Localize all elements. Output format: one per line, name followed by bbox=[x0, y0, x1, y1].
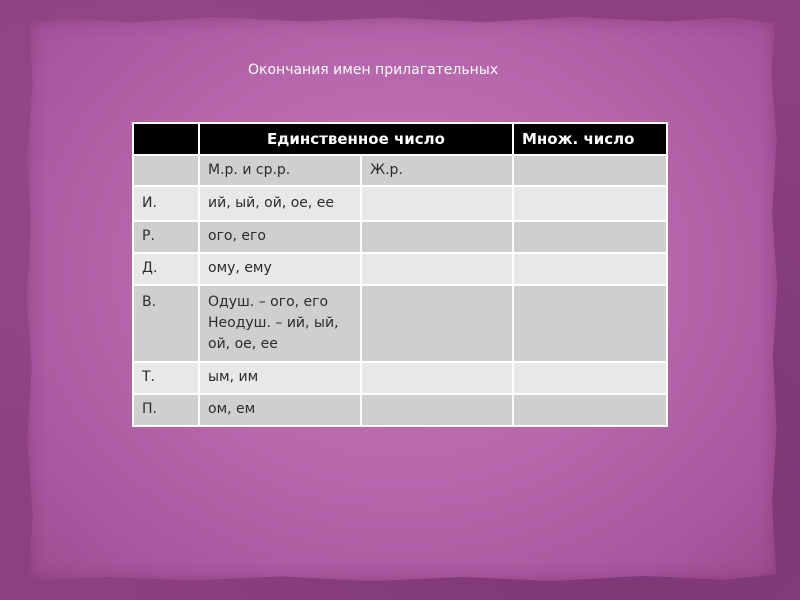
case-cell: Д. bbox=[133, 253, 199, 285]
fem-cell bbox=[361, 186, 513, 221]
header-singular: Единственное число bbox=[199, 123, 513, 155]
plural-cell bbox=[513, 221, 667, 253]
case-cell: Т. bbox=[133, 362, 199, 394]
case-cell: И. bbox=[133, 186, 199, 221]
masc-neut-cell: ий, ый, ой, ое, ее bbox=[199, 186, 361, 221]
table-row bbox=[133, 285, 667, 362]
table-header-row bbox=[133, 123, 667, 155]
subheader-fem: Ж.р. bbox=[361, 155, 513, 186]
subheader-plural bbox=[513, 155, 667, 186]
plural-cell bbox=[513, 362, 667, 394]
plural-cell bbox=[513, 186, 667, 221]
case-cell: П. bbox=[133, 394, 199, 426]
header-plural: Множ. число bbox=[513, 123, 667, 155]
table-row bbox=[133, 394, 667, 426]
table-row bbox=[133, 186, 667, 221]
table-row bbox=[133, 362, 667, 394]
masc-neut-cell: ого, его bbox=[199, 221, 361, 253]
fem-cell bbox=[361, 221, 513, 253]
case-cell: В. bbox=[133, 285, 199, 362]
masc-neut-cell: ом, ем bbox=[199, 394, 361, 426]
table-row bbox=[133, 253, 667, 285]
adjective-endings-table bbox=[132, 122, 668, 427]
fem-cell bbox=[361, 285, 513, 362]
case-cell: Р. bbox=[133, 221, 199, 253]
fem-cell bbox=[361, 362, 513, 394]
subheader-corner-cell bbox=[133, 155, 199, 186]
plural-cell bbox=[513, 253, 667, 285]
page-title: Окончания имен прилагательных bbox=[248, 62, 499, 78]
masc-neut-cell bbox=[199, 285, 361, 362]
subheader-masc-neut: М.р. и ср.р. bbox=[199, 155, 361, 186]
masc-neut-line-inanimate: Неодуш. – ий, ый, ой, ое, ее bbox=[208, 315, 339, 352]
plural-cell bbox=[513, 285, 667, 362]
fem-cell bbox=[361, 253, 513, 285]
fem-cell bbox=[361, 394, 513, 426]
masc-neut-cell: ому, ему bbox=[199, 253, 361, 285]
masc-neut-cell: ым, им bbox=[199, 362, 361, 394]
table-row bbox=[133, 221, 667, 253]
table-subheader-row bbox=[133, 155, 667, 186]
masc-neut-line-animate: Одуш. – ого, его bbox=[208, 294, 329, 310]
header-corner-cell bbox=[133, 123, 199, 155]
plural-cell bbox=[513, 394, 667, 426]
